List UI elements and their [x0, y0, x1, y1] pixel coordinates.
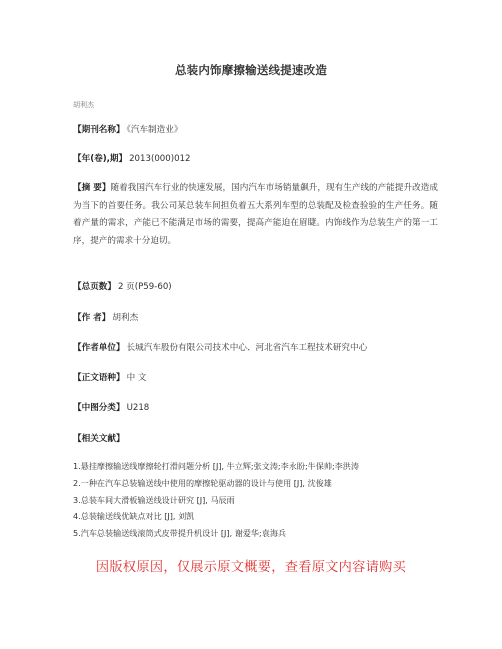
related-list [73, 458, 443, 542]
copyright-notice-banner: 因版权原因，仅展示原文概要，查看原文内容请购买 [95, 560, 407, 575]
related-item[interactable]: 1.悬挂摩擦输送线摩擦轮打滑问题分析 [J], 牛立辉;张文涛;李永盼;牛保帅;李洪涛 [73, 461, 359, 471]
abstract-block [73, 180, 438, 250]
affiliation-field [73, 340, 367, 357]
pages-label: 【总页数】 [73, 282, 116, 292]
language-field [73, 370, 147, 387]
related-item[interactable]: 5.汽车总装输送线滚筒式皮带提升机设计 [J], 谢爱华;袁海兵 [73, 528, 287, 539]
affiliation-value: 长城汽车股份有限公司技术中心、河北省汽车工程技术研究中心 [126, 343, 368, 353]
affiliation-label: 【作者单位】 [73, 343, 125, 353]
clc-label: 【中图分类】 [73, 403, 125, 413]
clc-field [73, 400, 149, 417]
year-label: 【年(卷),期】 [73, 154, 128, 164]
journal-label: 【期刊名称】 [73, 125, 125, 135]
year-field [73, 151, 190, 168]
journal-value: 《汽车制造业》 [126, 125, 183, 135]
clc-value: U218 [126, 403, 150, 413]
related-heading: 【相关文献】 [73, 434, 125, 444]
related-item[interactable]: 4.总装输送线优缺点对比 [J], 刘凯 [73, 511, 195, 522]
pages-field [73, 279, 172, 296]
journal-field [73, 122, 182, 139]
abstract-text: 随着我国汽车行业的快速发展，国内汽车市场销量飙升，现有生产线的产能提升改造成为当下的首要任务。我公司某总装车间担负着五大系列车型的总装配及检查验验的生产任务。随着产量的需求，产能已不能满足市场的需要，提高产能迫在眉睫。内饰线作为总装生产的第一工序，提产的需求十分迫切。 [73, 183, 438, 246]
pages-value: 2 页(P59-60) [117, 282, 172, 292]
author-line: 胡利杰 [73, 101, 94, 109]
year-value: 2013(000)012 [129, 154, 191, 164]
authors-value: 胡利杰 [112, 313, 139, 323]
authors-field [73, 310, 138, 327]
related-item[interactable]: 3.总装车间大滑板输送线设计研究 [J], 马辰雨 [73, 494, 235, 505]
abstract-label: 【摘 要】 [73, 183, 111, 193]
language-value: 中 文 [126, 373, 147, 383]
language-label: 【正文语种】 [73, 373, 125, 383]
document-title: 总装内饰摩擦输送线提速改造 [174, 63, 328, 77]
authors-label: 【作 者】 [73, 313, 111, 323]
related-item[interactable]: 2.一种在汽车总装输送线中使用的摩擦轮驱动器的设计与使用 [J], 沈俊雄 [73, 477, 332, 488]
